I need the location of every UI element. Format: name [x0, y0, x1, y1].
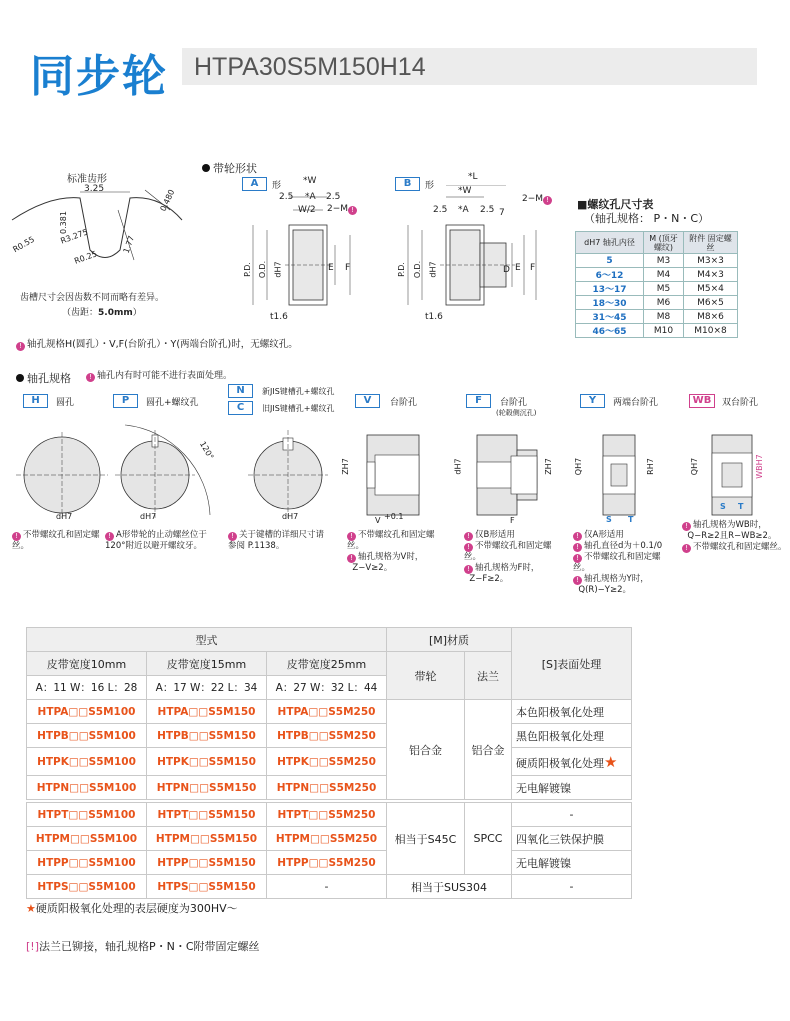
bore-f-drawing — [455, 420, 545, 525]
screw-table — [575, 231, 738, 338]
tooth-pitch: 3.25 — [84, 184, 105, 194]
table-row: HTPA□□S5M100 HTPA□□S5M150 HTPA□□S5M250 铝合金 铝合金 本色阳极氧化处理 — [27, 700, 632, 724]
bore-y-qh: QH7 — [574, 457, 584, 476]
table-header-w10: 皮带宽度10mm — [27, 652, 147, 676]
table-dims-10: A：11 W：16 L：28 — [27, 676, 147, 700]
no-thread-note: ! 轴孔规格H(圆孔）・V,F(台阶孔）・Y(两端台阶孔)时，无螺纹孔。 — [16, 339, 298, 351]
shape-b-m: 2−M ! — [522, 194, 554, 205]
bore-n-dh: dH7 — [282, 512, 299, 521]
table-header-material: [M]材质 — [387, 628, 512, 652]
bore-tag-h: H — [23, 394, 48, 408]
hardness-note: ★硬质阳极氧化处理的表层硬度为300HV～ — [26, 902, 238, 915]
tooth-r3: R0.25 — [73, 249, 99, 266]
table-row: 46～65 M10 M10×8 — [576, 324, 738, 338]
bore-y-t: T — [628, 515, 634, 524]
shape-a-pd: P.D. — [242, 262, 252, 277]
bore-y-note: ! 仅A形适用 ! 轴孔直径d为＋0.1/0 ! 不带螺纹孔和固定螺丝。 ! 轴孔规格为Y时， Q(R)−Y≥2。 — [573, 530, 663, 595]
bore-n-note: ! 关于键槽的详细尺寸请参阅 P.1138。 — [228, 530, 325, 551]
table-row: HTPP□□S5M100 HTPP□□S5M150 HTPP□□S5M250 无电解镀镍 — [27, 851, 632, 875]
screw-header-bore: dH7 轴孔内径 — [576, 232, 644, 254]
screw-table-header — [576, 232, 738, 254]
tooth-profile-title: 标准齿形 — [67, 174, 107, 185]
bore-v-plus: +0.1 — [384, 512, 404, 521]
shape-a-a: *A — [305, 192, 316, 202]
shape-a-m: 2−M ! — [327, 204, 359, 215]
shape-a-d1: 2.5 — [279, 192, 294, 202]
shape-b-pd: P.D. — [396, 262, 406, 277]
shape-a-dh: dH7 — [273, 261, 283, 278]
model-number: HTPA30S5M150H14 — [194, 53, 426, 81]
shape-b-tag: B — [395, 177, 420, 191]
bore-p-dh: dH7 — [140, 512, 157, 521]
shape-a-suffix: 形 — [272, 181, 282, 191]
table-dims-15: A：17 W：22 L：34 — [147, 676, 267, 700]
bore-tag-n: N — [228, 384, 253, 398]
table-row: HTPK□□S5M100 HTPK□□S5M150 HTPK□□S5M250 硬质阳极氧化处理★ — [27, 748, 632, 776]
table-header-w15: 皮带宽度15mm — [147, 652, 267, 676]
screw-header-m: M (顶牙螺纹) — [644, 232, 684, 254]
pulley-shape-title: 带轮形状 — [202, 160, 257, 176]
shape-b-seven: 7 — [499, 208, 505, 218]
shape-b-d2: 2.5 — [480, 205, 495, 215]
table-header-surface: [S]表面处理 — [512, 628, 632, 700]
page-title: 同步轮 — [30, 51, 168, 102]
bore-wb-s: S — [720, 502, 726, 511]
bore-p-drawing — [105, 420, 215, 525]
bore-f-zh: ZH7 — [543, 458, 553, 475]
shape-a-tag: A — [242, 177, 267, 191]
bore-label-c: 旧JIS键槽孔+螺纹孔 — [262, 404, 335, 413]
shape-b-d: D — [503, 265, 510, 275]
table-row: HTPN□□S5M100 HTPN□□S5M150 HTPN□□S5M250 无电解镀镍 — [27, 776, 632, 800]
bore-label-f: 台阶孔 — [500, 398, 528, 408]
bore-v-zh: ZH7 — [340, 458, 350, 475]
shape-a-e: E — [328, 263, 334, 273]
table-row: 13～17 M5 M5×4 — [576, 282, 738, 296]
bore-wb-qh: QH7 — [690, 457, 700, 476]
material-flange-al: 铝合金 — [465, 700, 512, 800]
tooth-note: 齿槽尺寸会因齿数不同而略有差异。 — [20, 293, 165, 303]
shape-a-w: *W — [303, 176, 317, 186]
bore-h-dh: dH7 — [56, 512, 73, 521]
bore-tag-wb: WB — [689, 394, 715, 408]
table-header-w25: 皮带宽度25mm — [267, 652, 387, 676]
shape-a-od: O.D. — [258, 260, 268, 279]
table-row: HTPT□□S5M100 HTPT□□S5M150 HTPT□□S5M250 相当于S45C SPCC - — [27, 803, 632, 827]
table-row: HTPS□□S5M100 HTPS□□S5M150 - 相当于SUS304 - — [27, 875, 632, 899]
bore-h-drawing — [12, 430, 112, 525]
flange-note: [!]法兰已铆接，轴孔规格P・N・C附带固定螺丝 — [26, 940, 260, 953]
shape-b-t: t1.6 — [425, 312, 443, 322]
screw-header-screw: 附件 固定螺丝 — [684, 232, 738, 254]
screw-table-title: ■螺纹孔尺寸表 — [577, 198, 654, 211]
bore-p-note: ! A形带轮的止动螺丝位于120°附近以避开螺纹牙。 — [105, 530, 207, 551]
bore-v-drawing — [345, 420, 435, 525]
bore-sub-f: (轮毂侧沉孔) — [496, 409, 537, 417]
bore-y-s: S — [606, 515, 612, 524]
bore-subtitle: ! 轴孔内有时可能不进行表面处理。 — [86, 371, 232, 382]
bore-tag-y: Y — [580, 394, 605, 408]
bore-v-note: ! 不带螺纹孔和固定螺丝。 ! 轴孔规格为V时， Z−V≥2。 — [347, 530, 435, 573]
tooth-pitch-note: （齿距：5.0mm） — [62, 308, 142, 318]
bore-h-note: ! 不带螺纹孔和固定螺丝。 — [12, 530, 100, 551]
bore-label-y: 两端台阶孔 — [613, 398, 659, 408]
shape-b-l: *L — [468, 172, 478, 182]
star-icon: ★ — [26, 902, 36, 915]
material-pulley-al: 铝合金 — [387, 700, 465, 800]
table-header-type: 型式 — [27, 628, 387, 652]
tooth-r2: R3.275 — [59, 227, 90, 246]
bore-wb-note: ! 轴孔规格为WB时， Q−R≥2且R−WB≥2。 ! 不带螺纹孔和固定螺丝。 — [682, 520, 788, 553]
shape-b-w: *W — [458, 186, 472, 196]
shape-b-od: O.D. — [413, 260, 423, 279]
material-pulley-s45c: 相当于S45C — [387, 803, 465, 875]
shape-a-t: t1.6 — [270, 312, 288, 322]
bore-p-angle: 120° — [197, 439, 216, 462]
shape-b-d1: 2.5 — [433, 205, 448, 215]
bore-wb-wb: WBH7 — [754, 454, 764, 479]
tooth-profile-drawing — [10, 180, 185, 280]
bore-f-f: F — [510, 516, 515, 525]
material-sus: 相当于SUS304 — [387, 875, 512, 899]
table-row: HTPM□□S5M100 HTPM□□S5M150 HTPM□□S5M250 四氧化三铁保护膜 — [27, 827, 632, 851]
tooth-h2: 0.480 — [158, 188, 177, 213]
tooth-r1: R0.55 — [11, 234, 37, 255]
shape-b-a: *A — [458, 205, 469, 215]
bore-tag-p: P — [113, 394, 138, 408]
bore-title: 轴孔规格 — [16, 370, 71, 386]
shape-b-drawing — [400, 185, 550, 325]
bore-label-h: 圆孔 — [56, 398, 75, 408]
bore-label-p: 圆孔+螺纹孔 — [146, 398, 199, 408]
bore-tag-v: V — [355, 394, 380, 408]
material-flange-spcc: SPCC — [465, 803, 512, 875]
table-dims-25: A：27 W：32 L：44 — [267, 676, 387, 700]
table-row: 6～12 M4 M4×3 — [576, 268, 738, 282]
bore-y-rh: RH7 — [645, 458, 655, 475]
bore-wb-t: T — [738, 502, 744, 511]
table-row: HTPB□□S5M100 HTPB□□S5M150 HTPB□□S5M250 黑色阳极氧化处理 — [27, 724, 632, 748]
table-row: 5 M3 M3×3 — [576, 254, 738, 268]
table-row: 18～30 M6 M6×5 — [576, 296, 738, 310]
product-table-steel — [26, 802, 632, 899]
shape-b-dh: dH7 — [428, 261, 438, 278]
screw-table-subtitle: （轴孔规格： P・N・C） — [584, 212, 710, 225]
bore-f-note: ! 仅B形适用 ! 不带螺纹孔和固定螺丝。 ! 轴孔规格为F时， Z−F≥2。 — [464, 530, 552, 584]
shape-b-e: E — [515, 263, 521, 273]
bore-f-dh: dH7 — [453, 458, 463, 475]
bore-v-v: V — [375, 516, 381, 525]
shape-b-suffix: 形 — [425, 181, 435, 191]
bore-label-n: 新JIS键槽孔+螺纹孔 — [262, 387, 335, 396]
bore-label-v: 台阶孔 — [390, 398, 418, 408]
shape-a-f: F — [345, 263, 351, 273]
star-icon: ★ — [604, 752, 618, 771]
product-table — [26, 627, 632, 800]
bore-tag-f: F — [466, 394, 491, 408]
shape-a-d2: 2.5 — [326, 192, 341, 202]
shape-a-w2: W/2 — [298, 205, 316, 215]
tooth-h1: 0.381 — [58, 211, 68, 234]
tooth-h3: 1.77 — [121, 234, 137, 255]
table-row: 31～45 M8 M8×6 — [576, 310, 738, 324]
bore-tag-c: C — [228, 401, 253, 415]
shape-b-f: F — [530, 263, 536, 273]
table-header-pulley: 带轮 — [387, 652, 465, 700]
table-header-flange: 法兰 — [465, 652, 512, 700]
bore-label-wb: 双台阶孔 — [722, 398, 759, 408]
bore-n-drawing — [232, 420, 342, 525]
